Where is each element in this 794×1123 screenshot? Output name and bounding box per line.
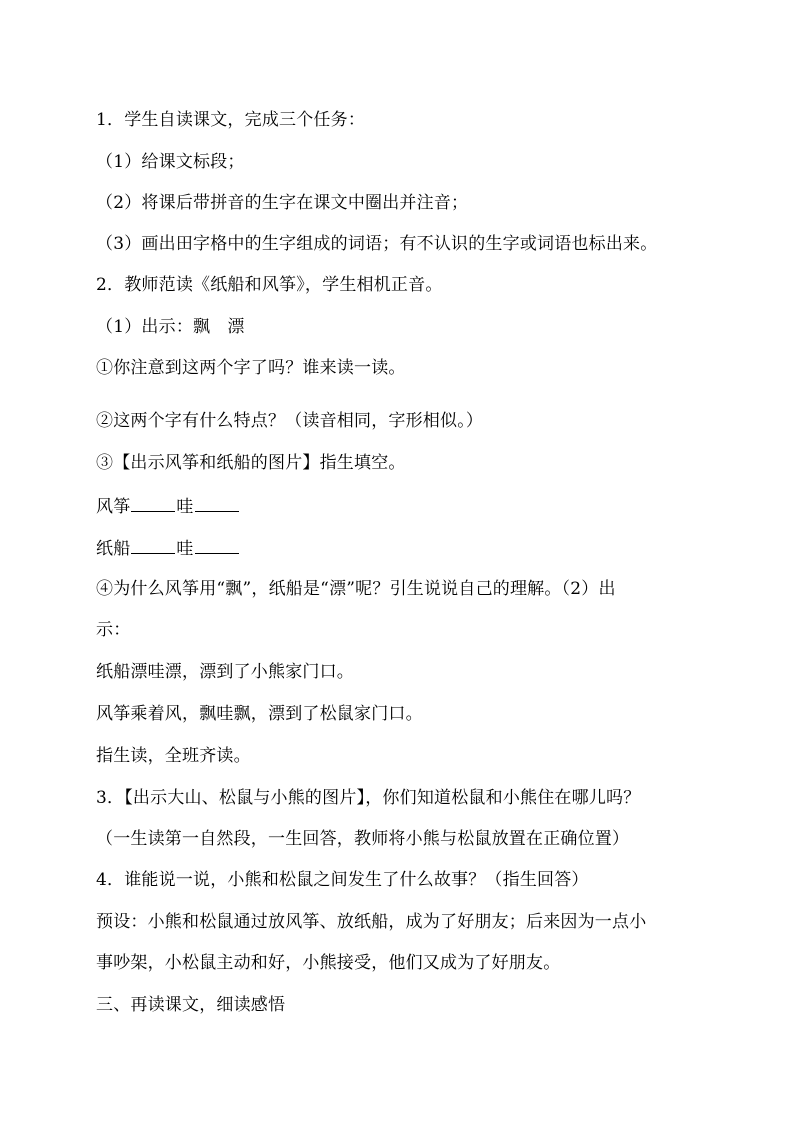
reading-instruction: 指生读，全班齐读。 xyxy=(96,746,251,766)
show-characters: （1）出示：飘 漂 xyxy=(96,317,245,337)
task-item-2: （2）将课后带拼音的生字在课文中圈出并注音； xyxy=(96,193,469,213)
question-2: ②这两个字有什么特点？（读音相同，字形相似。） xyxy=(96,411,484,431)
fill-blank-word: 纸船 xyxy=(96,539,131,559)
fill-blank-connector: 哇 xyxy=(176,539,194,559)
fill-blank-word: 风筝 xyxy=(96,497,131,517)
fill-blank-line[interactable] xyxy=(131,493,175,512)
fill-blank-line[interactable] xyxy=(131,535,175,554)
question-4-continued: 示： xyxy=(96,620,131,640)
question-4: ④为什么风筝用“飘”，纸船是“漂”呢？引生说说自己的理解。（2）出 xyxy=(96,579,616,599)
task-item-3: （3）画出田字格中的生字组成的词语；有不认识的生字或词语也标出来。 xyxy=(96,234,658,254)
step-2-heading: 2．教师范读《纸船和风筝》，学生相机正音。 xyxy=(96,275,443,295)
expected-answer-continued: 事吵架，小松鼠主动和好，小熊接受，他们又成为了好朋友。 xyxy=(96,953,561,973)
fill-blank-line[interactable] xyxy=(195,493,239,512)
question-1: ①你注意到这两个字了吗？谁来读一读。 xyxy=(96,358,406,378)
task-item-1: （1）给课文标段； xyxy=(96,152,245,172)
fill-blank-row xyxy=(96,493,240,519)
fill-blank-connector: 哇 xyxy=(176,497,194,517)
step-3-heading: 3．【出示大山、松鼠与小熊的图片】，你们知道松鼠和小熊住在哪儿吗？ xyxy=(96,788,641,808)
section-heading: 三、再读课文，细读感悟 xyxy=(96,995,286,1015)
example-sentence-2: 风筝乘着风，飘哇飘，漂到了松鼠家门口。 xyxy=(96,704,423,724)
fill-blank-line[interactable] xyxy=(195,535,239,554)
example-sentence-1: 纸船漂哇漂，漂到了小熊家门口。 xyxy=(96,662,354,682)
task-intro: 1．学生自读课文，完成三个任务： xyxy=(96,110,366,130)
step-4-heading: 4．谁能说一说，小熊和松鼠之间发生了什么故事？（指生回答） xyxy=(96,870,589,890)
expected-answer: 预设：小熊和松鼠通过放风筝、放纸船，成为了好朋友；后来因为一点小 xyxy=(96,912,647,932)
fill-blank-row xyxy=(96,535,240,561)
step-3-note: （一生读第一自然段，一生回答，教师将小熊与松鼠放置在正确位置） xyxy=(96,829,630,849)
question-3: ③【出示风筝和纸船的图片】指生填空。 xyxy=(96,453,406,473)
